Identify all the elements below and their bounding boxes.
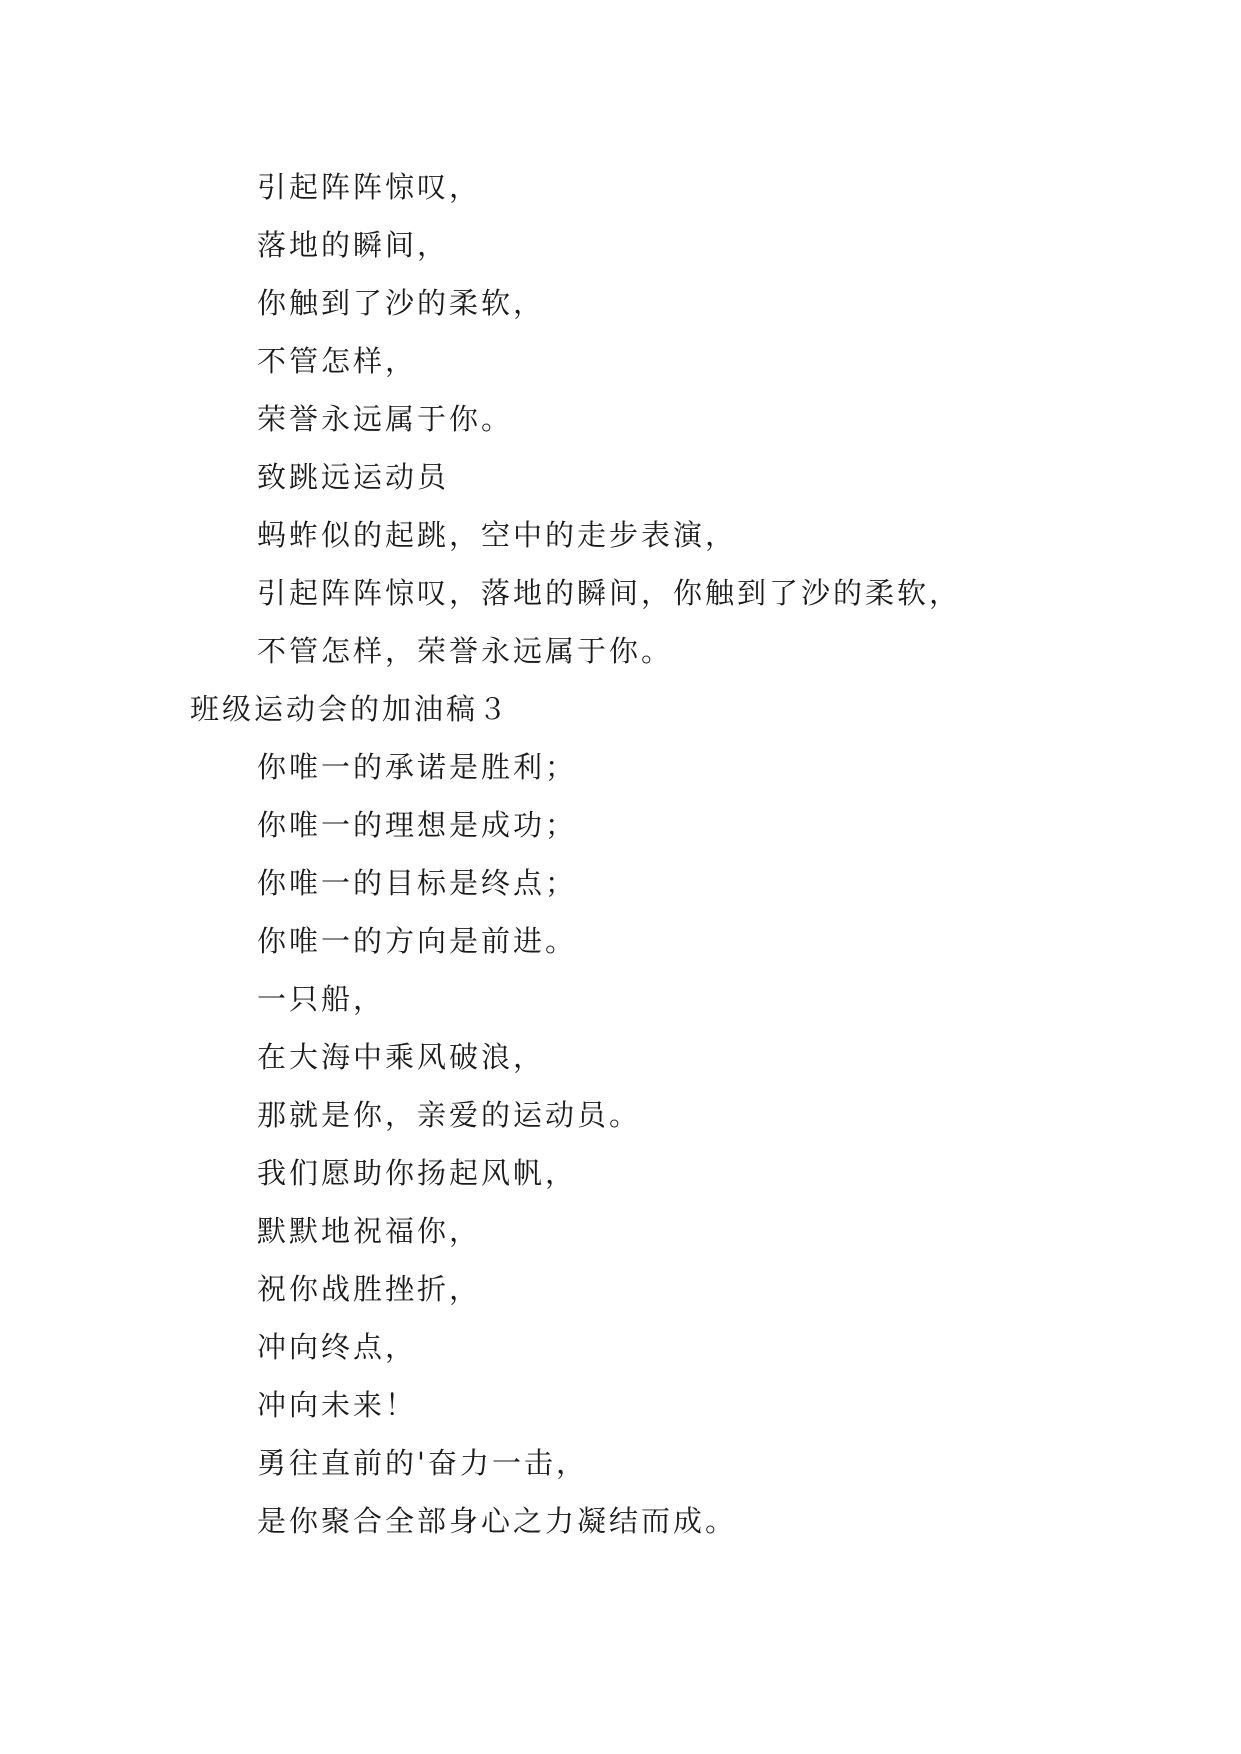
text-line: 勇往直前的'奋力一击，: [257, 1446, 588, 1480]
text-line: 我们愿助你扬起风帆，: [257, 1156, 578, 1190]
text-line: 你触到了沙的柔软，: [257, 286, 546, 320]
text-line: 默默地祝福你，: [257, 1214, 482, 1248]
text-line: 冲向未来！: [257, 1388, 418, 1422]
text-line: 你唯一的理想是成功；: [257, 808, 578, 842]
text-line: 蚂蚱似的起跳，空中的走步表演，: [257, 518, 738, 552]
text-line: 在大海中乘风破浪，: [257, 1040, 546, 1074]
text-line: 你唯一的目标是终点；: [257, 866, 578, 900]
text-line: 致跳远运动员: [257, 460, 450, 494]
text-line: 引起阵阵惊叹，: [257, 170, 482, 204]
text-line: 不管怎样，: [257, 344, 418, 378]
text-line: 冲向终点，: [257, 1330, 418, 1364]
text-line: 引起阵阵惊叹，落地的瞬间，你触到了沙的柔软，: [257, 576, 962, 610]
text-line: 你唯一的方向是前进。: [257, 924, 578, 958]
text-line: 一只船，: [257, 982, 386, 1016]
text-line: 你唯一的承诺是胜利；: [257, 750, 578, 784]
text-line: 那就是你，亲爱的运动员。: [257, 1098, 642, 1132]
text-line: 不管怎样，荣誉永远属于你。: [257, 634, 674, 668]
text-line: 祝你战胜挫折，: [257, 1272, 482, 1306]
text-line: 落地的瞬间，: [257, 228, 450, 262]
text-line: 是你聚合全部身心之力凝结而成。: [257, 1504, 738, 1538]
text-line: 荣誉永远属于你。: [257, 402, 514, 436]
section-heading: 班级运动会的加油稿３: [190, 692, 511, 726]
